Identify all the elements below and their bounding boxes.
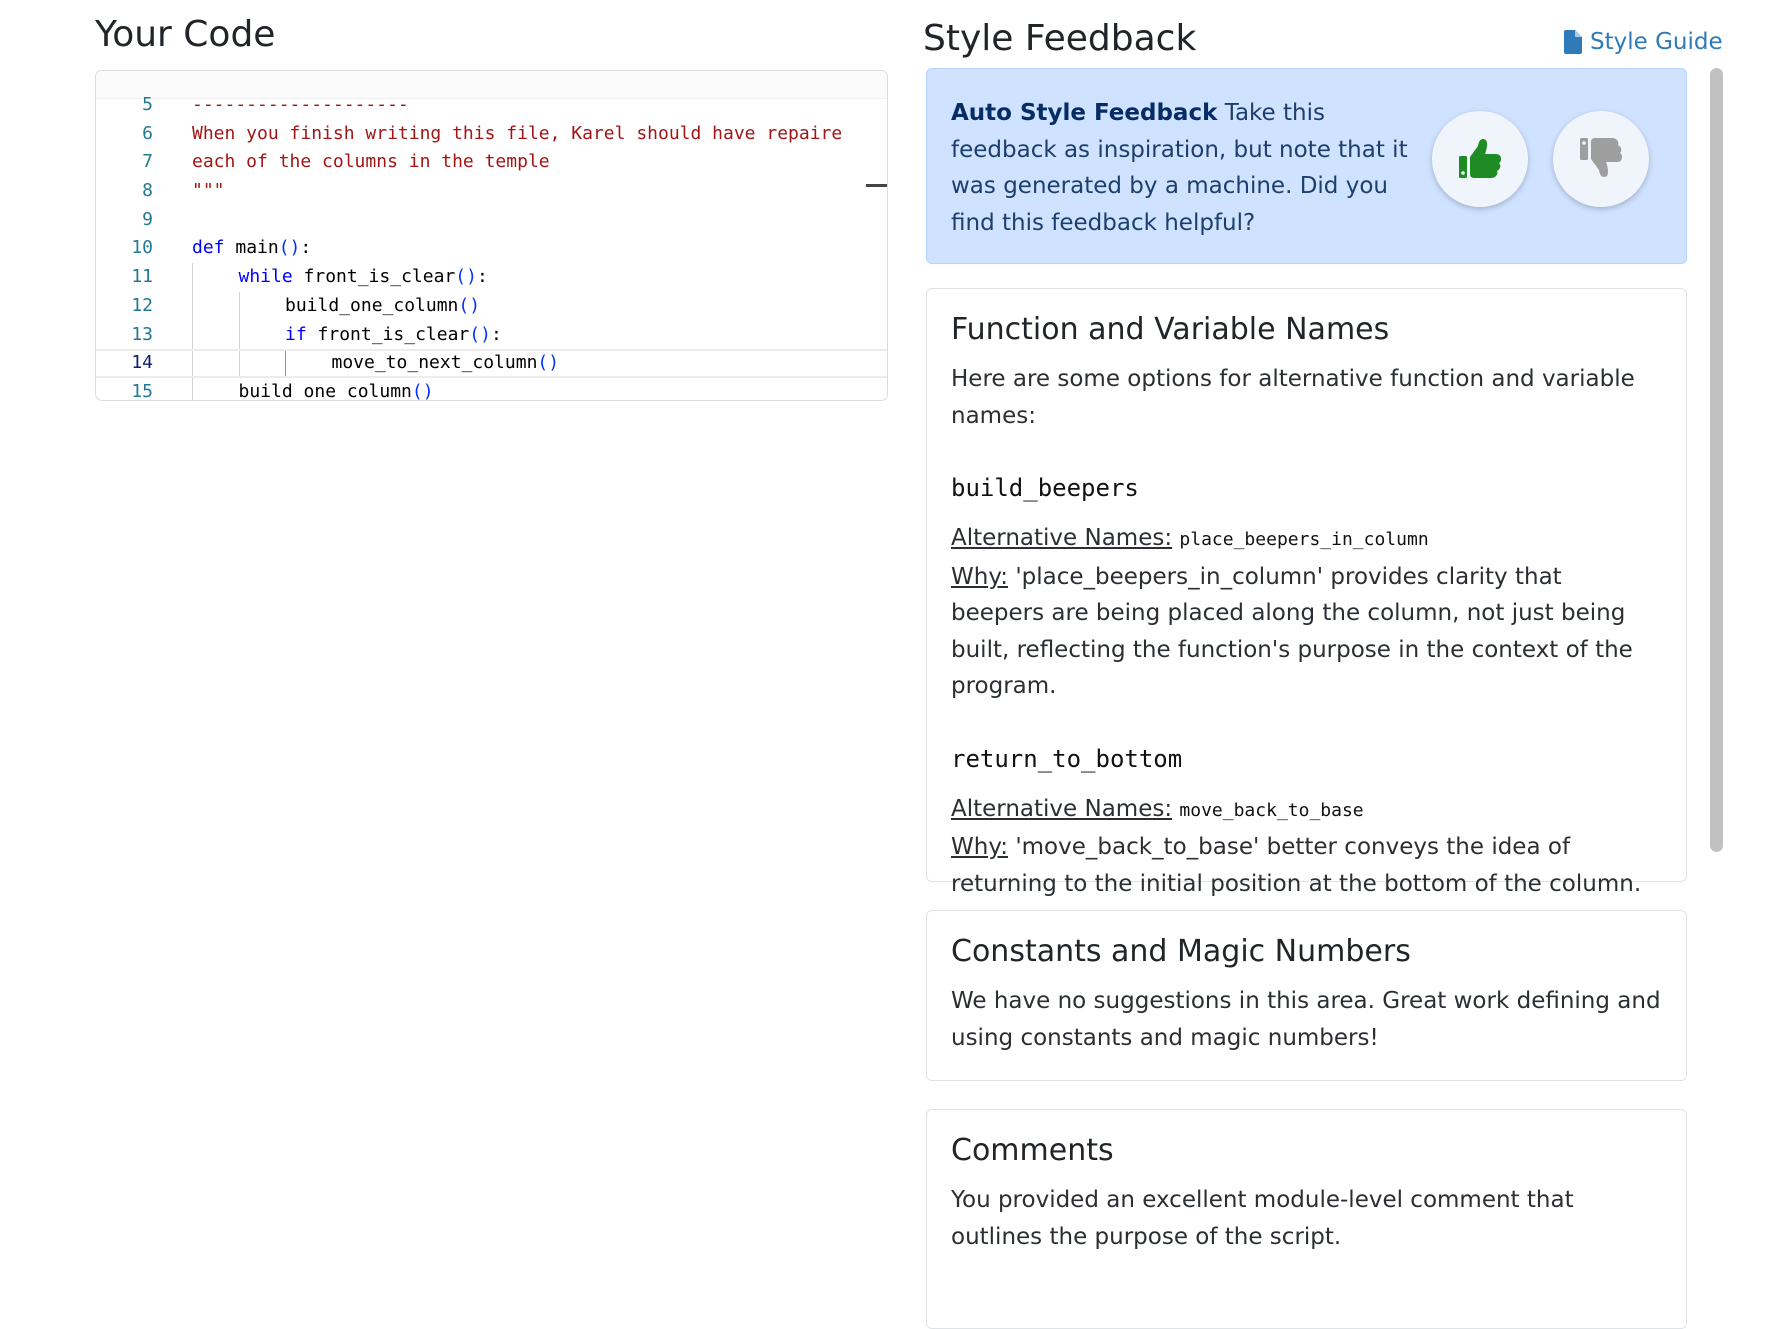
indent-guide bbox=[192, 351, 193, 376]
code-line[interactable] bbox=[96, 91, 887, 120]
code-line[interactable] bbox=[96, 292, 887, 321]
string-token: each of the columns in the temple bbox=[192, 151, 550, 173]
code-line[interactable] bbox=[96, 263, 887, 292]
why-text: 'place_beepers_in_column' provides clarity that beepers are being placed along the column, not just being built, reflecting the function's purpose in the context of the program. bbox=[951, 563, 1633, 699]
code-line[interactable] bbox=[96, 378, 887, 401]
constants-card-title: Constants and Magic Numbers bbox=[951, 934, 1411, 969]
indent-guide bbox=[239, 351, 240, 376]
why-row bbox=[951, 559, 1662, 705]
identifier-token: move_to_next_column bbox=[331, 352, 538, 374]
why-row bbox=[951, 829, 1662, 902]
indent-guide bbox=[285, 351, 286, 376]
names-card-title: Function and Variable Names bbox=[951, 312, 1390, 347]
overview-ruler-marker bbox=[866, 184, 887, 187]
indent-guide bbox=[192, 321, 193, 350]
line-number: 6 bbox=[142, 122, 153, 144]
line-source bbox=[192, 91, 409, 120]
keyword-token: def bbox=[192, 237, 225, 259]
punct-token: : bbox=[476, 266, 488, 288]
string-token: When you finish writing this file, Karel should have repaire bbox=[192, 122, 843, 144]
thumbs-up-icon bbox=[1458, 136, 1502, 183]
original-name: build_beepers bbox=[951, 474, 1139, 502]
alternative-label: Alternative Names: bbox=[951, 525, 1173, 551]
paren-token: () bbox=[411, 380, 434, 401]
line-source bbox=[239, 378, 434, 401]
alternative-label: Alternative Names: bbox=[951, 795, 1173, 822]
line-number: 8 bbox=[142, 180, 153, 202]
identifier-token: front_is_clear bbox=[317, 323, 470, 345]
code-line[interactable] bbox=[96, 120, 887, 149]
code-line[interactable] bbox=[96, 206, 887, 235]
line-source bbox=[192, 177, 225, 206]
scrollbar-thumb[interactable] bbox=[1710, 68, 1723, 852]
line-number: 10 bbox=[131, 237, 153, 259]
alternative-row bbox=[951, 791, 1662, 830]
line-number: 13 bbox=[131, 323, 153, 345]
your-code-title: Your Code bbox=[95, 14, 276, 55]
style-feedback-title: Style Feedback bbox=[923, 18, 1197, 59]
string-token: """ bbox=[192, 180, 225, 202]
identifier-token: front_is_clear bbox=[303, 266, 456, 288]
line-number: 7 bbox=[142, 151, 153, 173]
indent-guide bbox=[192, 378, 193, 401]
feedback-scrollbar[interactable] bbox=[1710, 68, 1723, 1295]
original-name: return_to_bottom bbox=[951, 744, 1183, 773]
comments-card-title: Comments bbox=[951, 1133, 1114, 1168]
why-text: 'move_back_to_base' better conveys the idea of returning to the initial position at the bottom of the column. bbox=[951, 834, 1642, 897]
paren-token: () bbox=[537, 352, 560, 374]
code-editor[interactable] bbox=[95, 70, 888, 401]
line-number: 9 bbox=[142, 208, 153, 230]
code-line[interactable] bbox=[96, 148, 887, 177]
auto-feedback-body: Take this feedback as inspiration, but note that it was generated by a machine. Did you find this feedback helpful? bbox=[951, 100, 1408, 236]
indent-guide bbox=[192, 263, 193, 292]
paren-token: () bbox=[469, 323, 491, 345]
keyword-token: if bbox=[285, 323, 307, 345]
thumbs-down-button[interactable] bbox=[1553, 111, 1649, 207]
auto-feedback-text bbox=[951, 95, 1421, 241]
string-token: -------------------- bbox=[192, 94, 409, 115]
alternative-row bbox=[951, 520, 1662, 559]
line-source bbox=[239, 263, 488, 292]
code-lines[interactable] bbox=[96, 91, 887, 401]
why-label: Why: bbox=[951, 834, 1009, 860]
comments-body: You provided an excellent module-level comment that outlines the purpose of the script. bbox=[951, 1187, 1574, 1250]
code-line[interactable] bbox=[96, 234, 887, 263]
constants-body: We have no suggestions in this area. Great work defining and using constants and magic numbers! bbox=[951, 988, 1661, 1051]
name-suggestion bbox=[951, 743, 1662, 903]
line-source bbox=[332, 351, 560, 376]
paren-token: () bbox=[278, 237, 301, 259]
line-source bbox=[192, 234, 311, 263]
line-source bbox=[285, 321, 502, 350]
identifier-token: main bbox=[235, 237, 279, 259]
keyword-token: while bbox=[238, 266, 293, 288]
names-intro: Here are some options for alternative function and variable names: bbox=[951, 366, 1635, 429]
name-suggestion bbox=[951, 472, 1662, 705]
indent-guide bbox=[239, 321, 240, 350]
line-number: 12 bbox=[131, 294, 153, 316]
identifier-token: build_one_column bbox=[238, 380, 412, 401]
line-number: 14 bbox=[131, 352, 153, 374]
code-line[interactable] bbox=[96, 321, 887, 350]
paren-token: () bbox=[458, 294, 481, 316]
paren-token: () bbox=[455, 266, 477, 288]
line-source bbox=[285, 292, 480, 321]
line-number: 15 bbox=[131, 380, 153, 401]
punct-token: : bbox=[300, 237, 312, 259]
line-number: 5 bbox=[142, 94, 153, 115]
alternative-name: move_back_to_base bbox=[1179, 799, 1364, 821]
code-line[interactable] bbox=[96, 349, 887, 378]
punct-token: : bbox=[490, 323, 502, 345]
constants-card bbox=[926, 910, 1687, 1081]
line-source bbox=[192, 148, 550, 177]
indent-guide bbox=[192, 292, 193, 321]
line-source bbox=[192, 120, 842, 149]
identifier-token: build_one_column bbox=[285, 294, 459, 316]
comments-card bbox=[926, 1109, 1687, 1329]
style-guide-label: Style Guide bbox=[1590, 29, 1723, 55]
auto-feedback-heading: Auto Style Feedback bbox=[951, 100, 1218, 126]
code-line[interactable] bbox=[96, 177, 887, 206]
auto-feedback-alert bbox=[926, 68, 1687, 264]
style-guide-link[interactable] bbox=[1564, 28, 1723, 56]
thumbs-up-button[interactable] bbox=[1432, 111, 1528, 207]
alternative-name: place_beepers_in_column bbox=[1179, 529, 1429, 550]
thumbs-down-icon bbox=[1579, 136, 1623, 183]
indent-guide bbox=[239, 292, 240, 321]
why-label: Why: bbox=[951, 563, 1009, 590]
names-card bbox=[926, 288, 1687, 897]
document-icon bbox=[1564, 30, 1582, 54]
line-number: 11 bbox=[131, 266, 153, 288]
